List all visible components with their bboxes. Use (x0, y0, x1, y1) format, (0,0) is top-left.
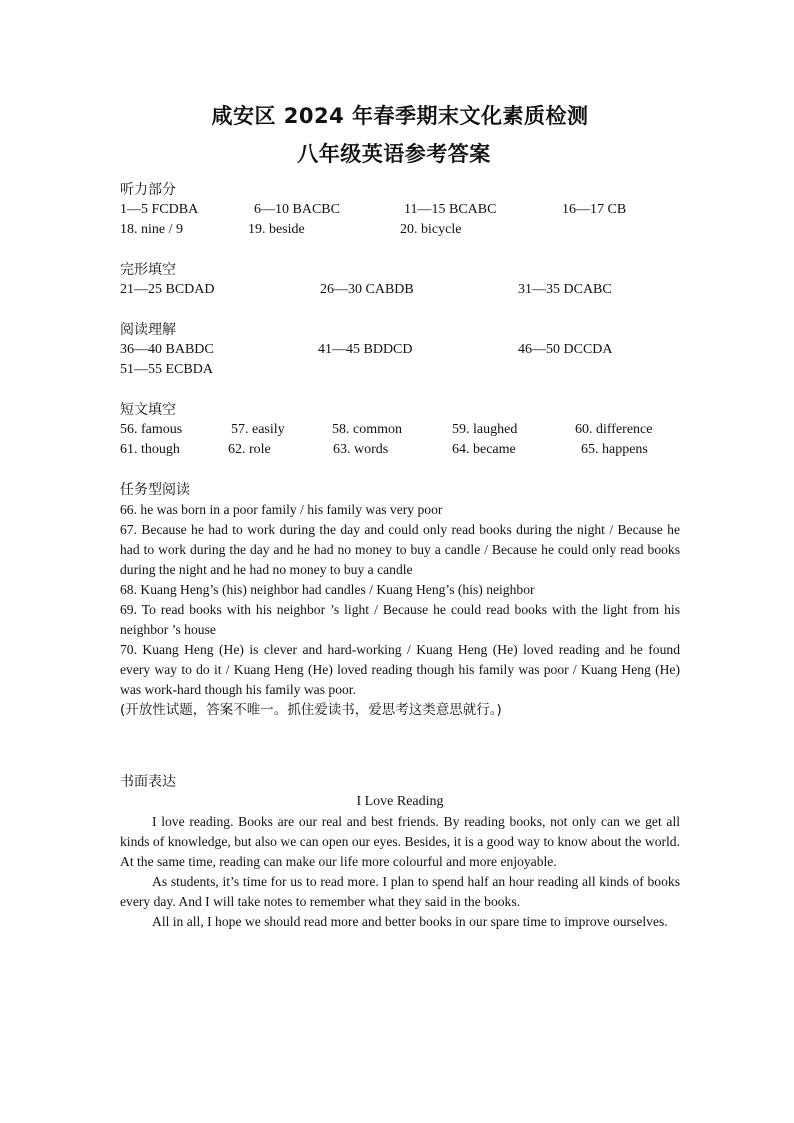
answer-item: 57. easily (231, 422, 285, 437)
cloze-section (120, 260, 680, 300)
answer-item: 26—30 CABDB (320, 282, 414, 297)
answer-item: 63. words (333, 442, 389, 457)
answer-item: 36—40 BABDC (120, 342, 214, 357)
essay-title: I Love Reading (356, 794, 444, 809)
answer-item: 59. laughed (452, 422, 518, 437)
section-heading-cloze: 完形填空 (120, 262, 176, 278)
answer-item: 31—35 DCABC (518, 282, 612, 297)
section-heading-listening: 听力部分 (120, 182, 176, 198)
section-heading-reading: 阅读理解 (120, 322, 176, 338)
answer-paragraph: 68. Kuang Heng’s (his) neighbor had candles / Kuang Heng’s (his) neighbor (120, 582, 535, 597)
document-subtitle: 八年级英语参考答案 (297, 142, 491, 166)
answer-item: 51—55 ECBDA (120, 362, 213, 377)
sample-essay (120, 812, 680, 932)
answer-row (120, 280, 680, 300)
reading-section (120, 320, 680, 380)
answer-item: 16—17 CB (562, 202, 627, 217)
section-heading-writing: 书面表达 (120, 774, 176, 790)
task-reading-section (120, 480, 680, 720)
essay-paragraph: As students, it’s time for us to read more. I plan to spend half an hour reading all kinds of books every day. And I will take notes to remember what they said in the books. (120, 874, 680, 909)
essay-paragraph: All in all, I hope we should read more and better books in our spare time to improve ourselves. (152, 914, 668, 929)
answer-item: 58. common (332, 422, 402, 437)
section-heading-task-reading: 任务型阅读 (120, 482, 190, 498)
answer-row (120, 220, 680, 240)
answer-paragraph: 70. Kuang Heng (He) is clever and hard-working / Kuang Heng (He) loved reading and he found every way to do it / Kuang Heng (He) loved reading though his family was poor / Kuang Heng (He) was work-hard though his family was poor. (120, 642, 680, 697)
essay-paragraph: I love reading. Books are our real and best friends. By reading books, not only can we get all kinds of knowledge, but also we can open our eyes. Besides, it is a good way to know about the world. At the same time, reading can make our life more colourful and more enjoyable. (120, 814, 680, 869)
answer-paragraph: 67. Because he had to work during the day and could only read books during the night / Because he had to work during the day and he had no money to buy a candle / Because he could only read books during the night and he had no money to buy a candle (120, 522, 680, 577)
grading-note: (开放性试题，答案不唯一。抓住爱读书，爱思考这类意思就行。) (120, 702, 502, 718)
answer-item: 41—45 BDDCD (318, 342, 413, 357)
answer-item: 60. difference (575, 422, 653, 437)
answer-row (120, 360, 680, 380)
answer-item: 65. happens (581, 442, 648, 457)
answer-item: 21—25 BCDAD (120, 282, 215, 297)
answer-row (120, 200, 680, 220)
answer-item: 46—50 DCCDA (518, 342, 613, 357)
answer-paragraph: 66. he was born in a poor family / his family was very poor (120, 502, 443, 517)
answer-item: 19. beside (248, 222, 305, 237)
answer-paragraph: 69. To read books with his neighbor ’s light / Because he could read books with the light from his neighbor ’s house (120, 602, 680, 637)
answer-row (120, 440, 680, 460)
answer-item: 62. role (228, 442, 271, 457)
answer-item: 20. bicycle (400, 222, 462, 237)
answer-item: 64. became (452, 442, 516, 457)
answer-row (120, 420, 680, 440)
writing-section (120, 772, 680, 932)
document-title: 咸安区 2024 年春季期末文化素质检测 (211, 104, 589, 128)
section-heading-blank-fill: 短文填空 (120, 402, 176, 418)
answer-item: 61. though (120, 442, 180, 457)
answer-item: 18. nine / 9 (120, 222, 183, 237)
answer-item: 6—10 BACBC (254, 202, 340, 217)
answer-item: 11—15 BCABC (404, 202, 497, 217)
answer-row (120, 340, 680, 360)
blank-fill-section (120, 400, 680, 460)
answer-sheet (120, 100, 680, 932)
listening-section (120, 180, 680, 240)
answer-item: 1—5 FCDBA (120, 202, 199, 217)
answer-item: 56. famous (120, 422, 183, 437)
